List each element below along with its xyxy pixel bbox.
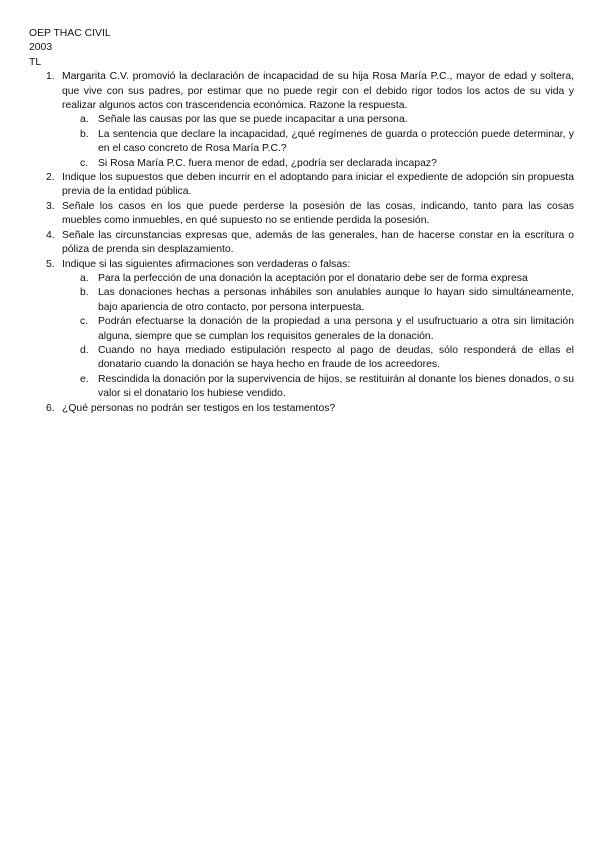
sub-question-text: Podrán efectuarse la donación de la propiedad a una persona y el usufructuario a otra sin limitación alguna, siempre que se cumplan los requisitos generales de la donación.	[98, 316, 574, 342]
sub-question-letter: a.	[80, 272, 89, 284]
question-text: Señale los casos en los que puede perderse la posesión de las cosas, indicando, tanto para las cosas muebles como inmuebles, en qué supuesto no se entiende perdida la posesión.	[62, 200, 574, 227]
sub-question-text: La sentencia que declare la incapacidad, ¿qué regímenes de guarda o protección puede determinar, y en el caso concreto de Rosa María P.C.?	[98, 128, 574, 155]
sub-question-5b	[62, 286, 574, 315]
question-number: 3.	[46, 200, 55, 212]
header-line-code: TL	[29, 56, 42, 68]
sub-question-list	[62, 113, 574, 171]
question-number: 5.	[46, 258, 55, 270]
question-6	[29, 402, 574, 416]
question-5	[29, 258, 574, 402]
question-list	[29, 70, 574, 416]
sub-question-letter: b.	[80, 128, 89, 140]
sub-question-5c	[62, 315, 574, 344]
sub-question-5d	[62, 344, 574, 373]
sub-question-text: Si Rosa María P.C. fuera menor de edad, ¿podría ser declarada incapaz?	[98, 157, 437, 169]
sub-question-text: Para la perfección de una donación la aceptación por el donatario debe ser de forma expresa	[98, 272, 528, 284]
sub-question-5e	[62, 373, 574, 402]
question-number: 1.	[46, 71, 55, 83]
sub-question-text: Las donaciones hechas a personas inhábiles son anulables aunque lo hayan sido simultáneamente, bajo apariencia de otro contacto, por persona interpuesta.	[98, 287, 574, 313]
header-line-year: 2003	[29, 42, 53, 54]
sub-question-5a	[62, 272, 574, 286]
header-line-title: OEP THAC CIVIL	[29, 28, 111, 39]
question-number: 6.	[46, 402, 55, 414]
question-2	[29, 171, 574, 200]
question-number: 2.	[46, 172, 55, 184]
sub-question-list	[62, 272, 574, 402]
sub-question-1c	[62, 157, 574, 171]
sub-question-letter: d.	[80, 344, 89, 356]
question-4	[29, 229, 574, 258]
question-text: Indique los supuestos que deben incurrir en el adoptando para iniciar el expediente de adopción sin propuesta previa de la entidad pública.	[62, 172, 574, 198]
question-text: Señale las circunstancias expresas que, además de las generales, han de hacerse constar en la escritura o póliza de prenda sin desplazamiento.	[62, 229, 574, 256]
sub-question-letter: c.	[80, 316, 89, 328]
sub-question-text: Señale las causas por las que se puede incapacitar a una persona.	[98, 114, 408, 126]
question-1	[29, 70, 574, 171]
sub-question-letter: c.	[80, 157, 89, 169]
sub-question-letter: b.	[80, 287, 89, 299]
sub-question-1a	[62, 113, 574, 127]
sub-question-letter: e.	[80, 373, 89, 385]
question-text: Margarita C.V. promovió la declaración de incapacidad de su hija Rosa María P.C., mayor de edad y soltera, que vive con sus padres, por estimar que no puede regir con el debido rigor todos los actos de su vida y realizar algunos actos con trascendencia económica. Razone la respuesta.	[62, 71, 574, 112]
document-page	[29, 27, 574, 416]
question-3	[29, 200, 574, 229]
sub-question-text: Cuando no haya mediado estipulación respecto al pago de deudas, sólo responderá de ellas el donatario cuando la donación se haya hecho en fraude de los acreedores.	[98, 344, 574, 371]
sub-question-text: Rescindida la donación por la supervivencia de hijos, se restituirán al donante los bienes donados, o su valor si el donatario los hubiese vendido.	[98, 373, 574, 400]
question-text: ¿Qué personas no podrán ser testigos en los testamentos?	[62, 402, 336, 414]
sub-question-letter: a.	[80, 114, 89, 126]
question-number: 4.	[46, 229, 55, 241]
document-header	[29, 27, 574, 70]
question-text: Indique si las siguientes afirmaciones son verdaderas o falsas:	[62, 258, 351, 270]
sub-question-1b	[62, 128, 574, 157]
